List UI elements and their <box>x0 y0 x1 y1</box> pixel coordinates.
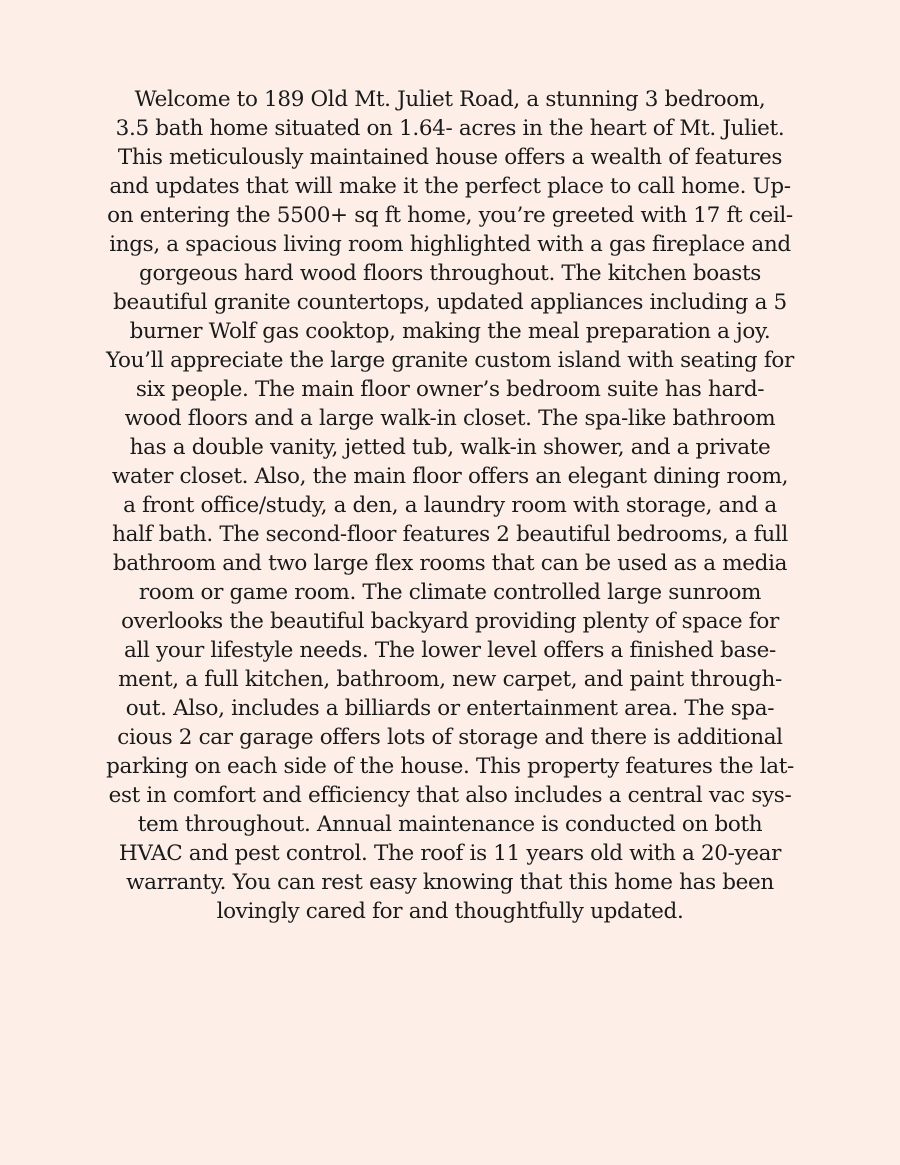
description-line: lovingly cared for and thoughtfully updated. <box>216 899 684 924</box>
description-line: beautiful granite countertops, updated appliances including a 5 <box>113 290 787 315</box>
description-line: all your lifestyle needs. The lower level offers a finished base- <box>124 638 776 663</box>
description-line: has a double vanity, jetted tub, walk-in shower, and a private <box>129 435 771 460</box>
description-line: HVAC and pest control. The roof is 11 years old with a 20-year <box>118 841 782 866</box>
description-line: out. Also, includes a billiards or entertainment area. The spa- <box>125 696 775 721</box>
description-line: six people. The main floor owner’s bedroom suite has hard- <box>135 377 765 402</box>
property-description <box>60 85 840 926</box>
description-line: warranty. You can rest easy knowing that this home has been <box>126 870 774 895</box>
description-line: gorgeous hard wood floors throughout. The kitchen boasts <box>139 261 761 286</box>
description-line: room or game room. The climate controlled large sunroom <box>138 580 762 605</box>
description-line: est in comfort and efficiency that also includes a central vac sys- <box>108 783 792 808</box>
description-line: and updates that will make it the perfect place to call home. Up- <box>109 174 791 199</box>
description-line: parking on each side of the house. This property features the lat- <box>106 754 794 779</box>
description-line: ment, a full kitchen, bathroom, new carpet, and paint through- <box>118 667 782 692</box>
description-line: on entering the 5500+ sq ft home, you’re greeted with 17 ft ceil- <box>107 203 793 228</box>
description-line: You’ll appreciate the large granite custom island with seating for <box>106 348 794 373</box>
description-line: bathroom and two large flex rooms that can be used as a media <box>112 551 788 576</box>
description-line: burner Wolf gas cooktop, making the meal preparation a joy. <box>129 319 771 344</box>
description-line: 3.5 bath home situated on 1.64- acres in the heart of Mt. Juliet. <box>115 116 785 141</box>
description-line: overlooks the beautiful backyard providing plenty of space for <box>121 609 779 634</box>
description-line: half bath. The second-floor features 2 beautiful bedrooms, a full <box>112 522 788 547</box>
description-line: tem throughout. Annual maintenance is conducted on both <box>137 812 763 837</box>
description-line: a front office/study, a den, a laundry room with storage, and a <box>123 493 777 518</box>
description-line: ings, a spacious living room highlighted with a gas fireplace and <box>109 232 791 257</box>
description-line: water closet. Also, the main floor offers an elegant dining room, <box>111 464 789 489</box>
description-line: This meticulously maintained house offers a wealth of features <box>117 145 783 170</box>
description-line: Welcome to 189 Old Mt. Juliet Road, a stunning 3 bedroom, <box>134 87 766 112</box>
description-line: wood floors and a large walk-in closet. The spa-like bathroom <box>124 406 776 431</box>
description-line: cious 2 car garage offers lots of storage and there is additional <box>117 725 783 750</box>
